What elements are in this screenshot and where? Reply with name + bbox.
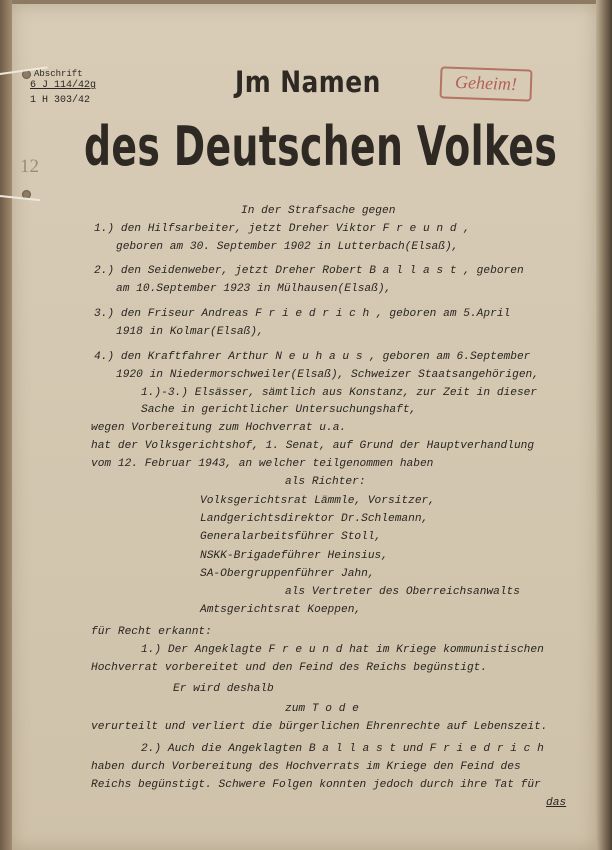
text-line: geboren am 30. September 1902 in Lutterbach(Elsaß), — [116, 241, 459, 253]
abschrift-label: Abschrift — [34, 69, 83, 79]
text-line: 2.) den Seidenweber, jetzt Dreher Robert B a l l a s t , geboren — [94, 265, 524, 277]
text-line: Amtsgerichtsrat Koeppen, — [200, 604, 362, 616]
text-line: Hochverrat vorbereitet und den Feind des Reichs begünstigt. — [91, 662, 488, 674]
text-line: haben durch Vorbereitung des Hochverrats im Kriege den Feind des — [91, 761, 521, 773]
text-line: am 10.September 1923 in Mülhausen(Elsaß), — [116, 283, 392, 295]
text-line: als Vertreter des Oberreichsanwalts — [285, 586, 520, 598]
text-line: 1.) Der Angeklagte F r e u n d hat im Kriege kommunistischen — [141, 644, 544, 656]
judge-line: SA-Obergruppenführer Jahn, — [200, 568, 375, 580]
file-reference-2: 1 H 303/42 — [30, 95, 91, 106]
judge-line: Generalarbeitsführer Stoll, — [200, 531, 382, 543]
text-line: 1.)-3.) Elsässer, sämtlich aus Konstanz, zur Zeit in dieser — [141, 387, 538, 399]
text-line: zum T o d e — [285, 703, 359, 715]
text-line: Reichs begünstigt. Schwere Folgen konnten jedoch durch ihre Tat für — [91, 779, 541, 791]
secret-stamp: Geheim! — [439, 66, 532, 101]
judge-line: Volksgerichtsrat Lämmle, Vorsitzer, — [200, 495, 435, 507]
text-line: für Recht erkannt: — [91, 626, 212, 638]
text-line: hat der Volksgerichtshof, 1. Senat, auf Grund der Hauptverhandlung — [91, 440, 535, 452]
title-line-2: des Deutschen Volkes — [84, 115, 558, 178]
title-line-1: Jm Namen — [235, 65, 381, 99]
judge-line: NSKK-Brigadeführer Heinsius, — [200, 550, 388, 562]
text-line: verurteilt und verliert die bürgerlichen Ehrenrechte auf Lebenszeit. — [91, 721, 548, 733]
text-line: wegen Vorbereitung zum Hochverrat u.a. — [91, 422, 347, 434]
text-line: als Richter: — [285, 476, 366, 488]
text-line: Er wird deshalb — [173, 683, 274, 695]
text-line: das — [546, 797, 567, 809]
text-line: Sache in gerichtlicher Untersuchungshaft, — [141, 404, 417, 416]
page-number: 12 — [20, 156, 39, 177]
text-line: 4.) den Kraftfahrer Arthur N e u h a u s , geboren am 6.September — [94, 351, 531, 363]
text-line: 1920 in Niedermorschweiler(Elsaß), Schweizer Staatsangehörigen, — [116, 369, 539, 381]
text-line: 1918 in Kolmar(Elsaß), — [116, 326, 264, 338]
text-line: In der Strafsache gegen — [241, 205, 396, 217]
text-line: 3.) den Friseur Andreas F r i e d r i c h , geboren am 5.April — [94, 308, 511, 320]
text-line: vom 12. Februar 1943, an welcher teilgenommen haben — [91, 458, 434, 470]
judge-line: Landgerichtsdirektor Dr.Schlemann, — [200, 513, 429, 525]
text-line: 2.) Auch die Angeklagten B a l l a s t und F r i e d r i c h — [141, 743, 544, 755]
file-reference-1: 6 J 114/42g — [30, 80, 97, 91]
text-line: 1.) den Hilfsarbeiter, jetzt Dreher Viktor F r e u n d , — [94, 223, 470, 235]
